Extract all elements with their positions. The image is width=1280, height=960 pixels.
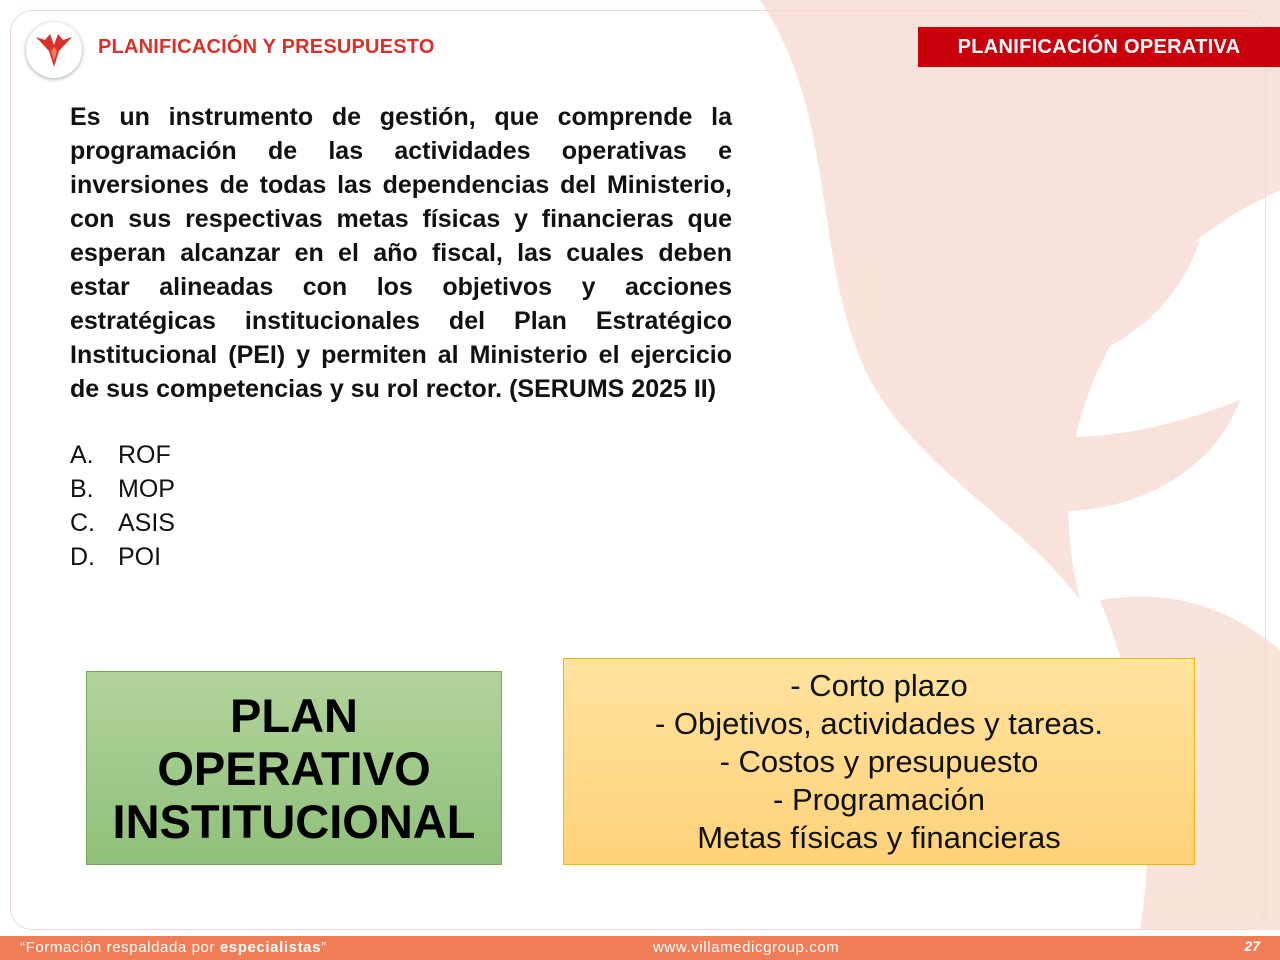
option-text: ASIS [118,509,175,537]
option-text: POI [118,543,162,571]
answer-box [86,671,502,865]
option-letter: B. [70,475,94,503]
features-box [563,658,1195,865]
phoenix-logo-icon [33,31,75,69]
feature-line: - Programación [773,781,985,817]
answer-line: PLAN [230,688,358,742]
answer-line: OPERATIVO [157,741,431,795]
option-a [70,438,175,472]
feature-line: Metas físicas y financieras [697,819,1061,855]
option-c [70,506,175,540]
section-title: PLANIFICACIÓN Y PRESUPUESTO [98,36,435,58]
option-letter: C. [70,509,95,537]
option-letter: A. [70,441,94,469]
feature-line: - Costos y presupuesto [719,743,1039,779]
topic-badge: PLANIFICACIÓN OPERATIVA [918,27,1280,67]
slogan-prefix: “Formación respaldada por [20,939,220,956]
answer-line: INSTITUCIONAL [112,794,476,848]
footer-slogan [20,939,327,956]
feature-line: - Objetivos, actividades y tareas. [655,705,1103,741]
option-d [70,540,175,574]
question-text: Es un instrumento de gestión, que comprende la programación de las actividades operativas e inversiones de todas las dependencias del Ministerio, con sus respectivas metas físicas y financieras que esperan alcanzar en el año fiscal, las cuales deben estar alineadas con los objetivos y acciones estratégicas institucionales del Plan Estratégico Institucional (PEI) y permiten al Ministerio el ejercicio de sus competencias y su rol rector. (SERUMS 2025 II) [70,103,732,403]
option-b [70,472,175,506]
answer-options [70,438,175,574]
slogan-emphasis: especialistas [219,939,322,956]
slogan-suffix: ” [321,939,327,956]
option-letter: D. [70,543,95,571]
option-text: ROF [118,441,171,469]
logo [26,22,82,78]
page-number: 27 [1244,938,1260,954]
feature-line: - Corto plazo [790,667,968,703]
footer-url[interactable]: www.villamedicgroup.com [653,939,840,956]
footer-bar [0,936,1280,960]
option-text: MOP [118,475,175,503]
